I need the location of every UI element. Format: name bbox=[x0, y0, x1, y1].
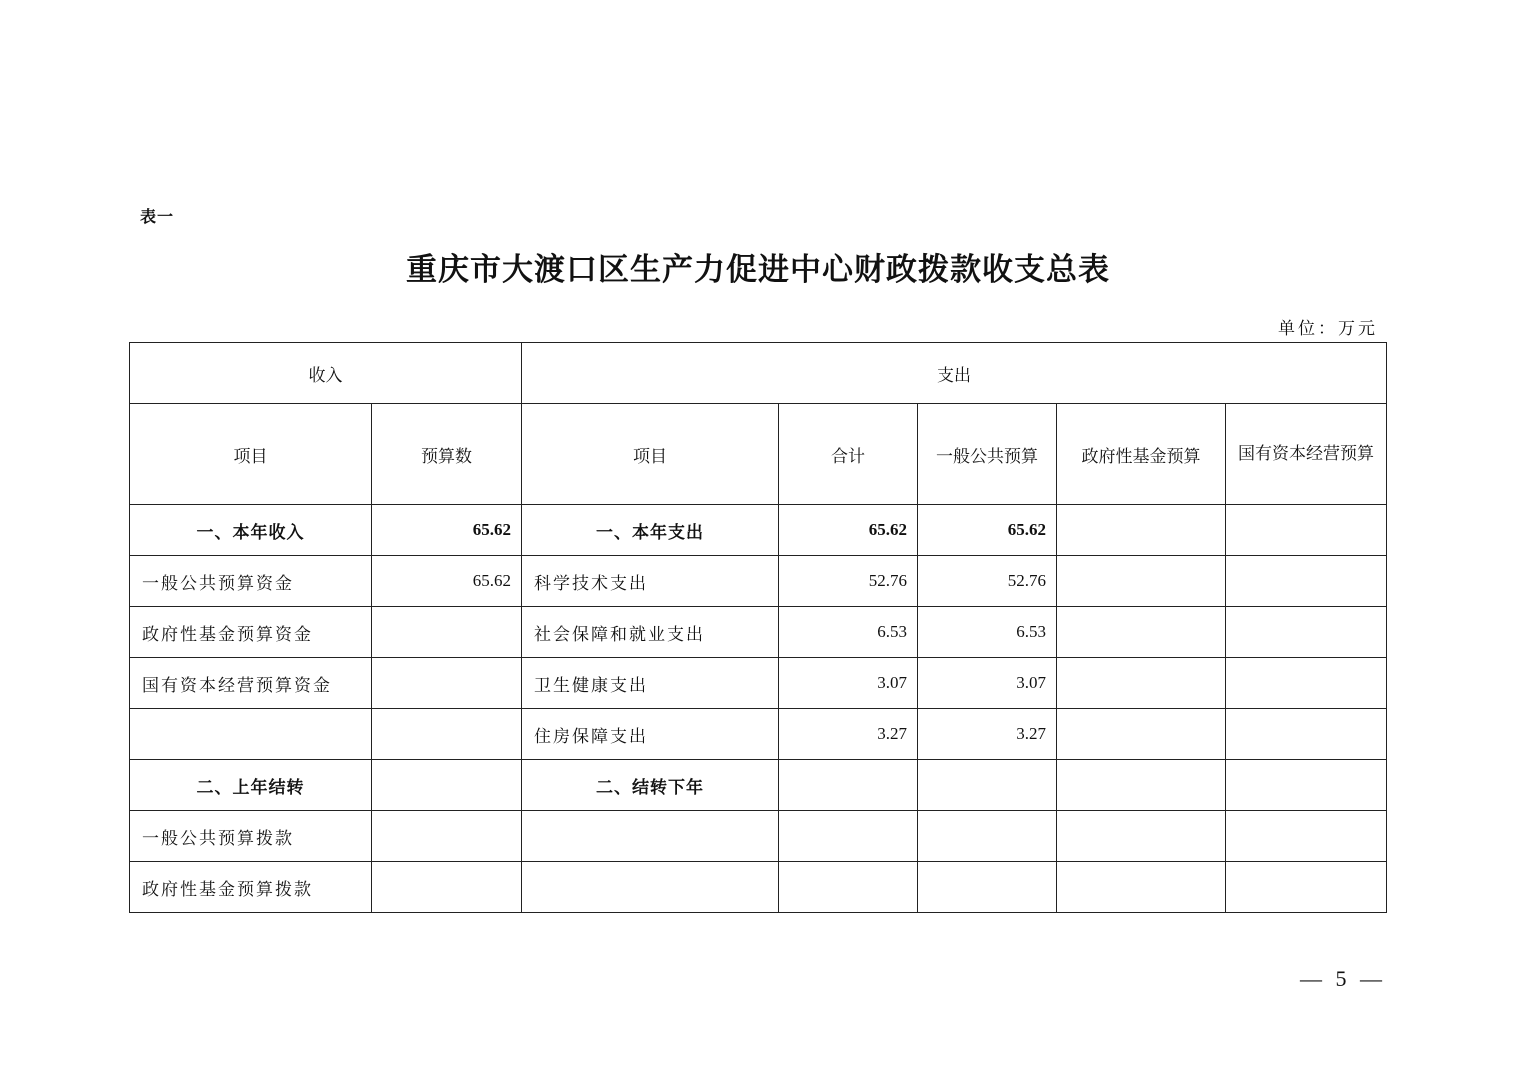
table-label: 表一 bbox=[140, 207, 175, 226]
group-header-row bbox=[130, 343, 1387, 404]
expense-item: 住房保障支出 bbox=[522, 709, 779, 760]
empty-cell bbox=[1057, 556, 1226, 607]
income-item: 一般公共预算资金 bbox=[130, 556, 372, 607]
empty-cell bbox=[1226, 556, 1387, 607]
current-expense-general: 65.62 bbox=[918, 505, 1057, 556]
empty-cell bbox=[372, 862, 522, 913]
empty-cell bbox=[372, 811, 522, 862]
table-row bbox=[130, 709, 1387, 760]
income-group-header: 收入 bbox=[130, 343, 522, 404]
table-row bbox=[130, 811, 1387, 862]
column-header-row bbox=[130, 404, 1387, 505]
unit-label: 单位：万元 bbox=[1278, 319, 1378, 339]
empty-cell bbox=[1057, 607, 1226, 658]
empty-cell bbox=[522, 862, 779, 913]
income-budget bbox=[372, 709, 522, 760]
expense-group-header: 支出 bbox=[522, 343, 1387, 404]
income-item bbox=[130, 709, 372, 760]
empty-cell bbox=[1226, 811, 1387, 862]
empty-cell bbox=[1057, 709, 1226, 760]
empty-cell bbox=[779, 811, 918, 862]
expense-general-public: 6.53 bbox=[918, 607, 1057, 658]
income-budget bbox=[372, 607, 522, 658]
budget-summary-table bbox=[129, 342, 1387, 913]
current-income-label: 一、本年收入 bbox=[130, 505, 372, 556]
empty-cell bbox=[1226, 760, 1387, 811]
income-budget: 65.62 bbox=[372, 556, 522, 607]
table-row bbox=[130, 607, 1387, 658]
empty-cell bbox=[1057, 658, 1226, 709]
empty-cell bbox=[1226, 658, 1387, 709]
table-row bbox=[130, 658, 1387, 709]
carry-forward-label: 二、结转下年 bbox=[522, 760, 779, 811]
prior-carryover-label: 二、上年结转 bbox=[130, 760, 372, 811]
total-header: 合计 bbox=[779, 404, 918, 505]
carryover-section-row bbox=[130, 760, 1387, 811]
page-number: — 5 — bbox=[1300, 966, 1386, 991]
income-budget-header: 预算数 bbox=[372, 404, 522, 505]
empty-cell bbox=[1057, 505, 1226, 556]
empty-cell bbox=[1226, 607, 1387, 658]
empty-cell bbox=[1226, 505, 1387, 556]
expense-general-public: 3.27 bbox=[918, 709, 1057, 760]
empty-cell bbox=[779, 862, 918, 913]
current-expense-label: 一、本年支出 bbox=[522, 505, 779, 556]
expense-total: 3.07 bbox=[779, 658, 918, 709]
empty-cell bbox=[1057, 862, 1226, 913]
expense-item-header: 项目 bbox=[522, 404, 779, 505]
empty-cell bbox=[1226, 862, 1387, 913]
expense-total: 52.76 bbox=[779, 556, 918, 607]
expense-total: 3.27 bbox=[779, 709, 918, 760]
empty-cell bbox=[918, 862, 1057, 913]
empty-cell bbox=[918, 760, 1057, 811]
expense-item: 科学技术支出 bbox=[522, 556, 779, 607]
expense-total: 6.53 bbox=[779, 607, 918, 658]
current-expense-total: 65.62 bbox=[779, 505, 918, 556]
expense-item: 社会保障和就业支出 bbox=[522, 607, 779, 658]
empty-cell bbox=[522, 811, 779, 862]
expense-general-public: 52.76 bbox=[918, 556, 1057, 607]
empty-cell bbox=[779, 760, 918, 811]
general-public-header: 一般公共预算 bbox=[918, 404, 1057, 505]
empty-cell bbox=[1057, 760, 1226, 811]
expense-general-public: 3.07 bbox=[918, 658, 1057, 709]
state-capital-header: 国有资本经营预算 bbox=[1226, 404, 1387, 505]
table-row bbox=[130, 556, 1387, 607]
current-year-section-row bbox=[130, 505, 1387, 556]
table-row bbox=[130, 862, 1387, 913]
income-budget bbox=[372, 658, 522, 709]
gov-fund-header: 政府性基金预算 bbox=[1057, 404, 1226, 505]
empty-cell bbox=[372, 760, 522, 811]
expense-item: 卫生健康支出 bbox=[522, 658, 779, 709]
empty-cell bbox=[1226, 709, 1387, 760]
empty-cell bbox=[918, 811, 1057, 862]
carryover-income-item: 一般公共预算拨款 bbox=[130, 811, 372, 862]
income-item-header: 项目 bbox=[130, 404, 372, 505]
current-income-total: 65.62 bbox=[372, 505, 522, 556]
income-item: 政府性基金预算资金 bbox=[130, 607, 372, 658]
carryover-income-item: 政府性基金预算拨款 bbox=[130, 862, 372, 913]
income-item: 国有资本经营预算资金 bbox=[130, 658, 372, 709]
empty-cell bbox=[1057, 811, 1226, 862]
document-title: 重庆市大渡口区生产力促进中心财政拨款收支总表 bbox=[406, 252, 1110, 288]
